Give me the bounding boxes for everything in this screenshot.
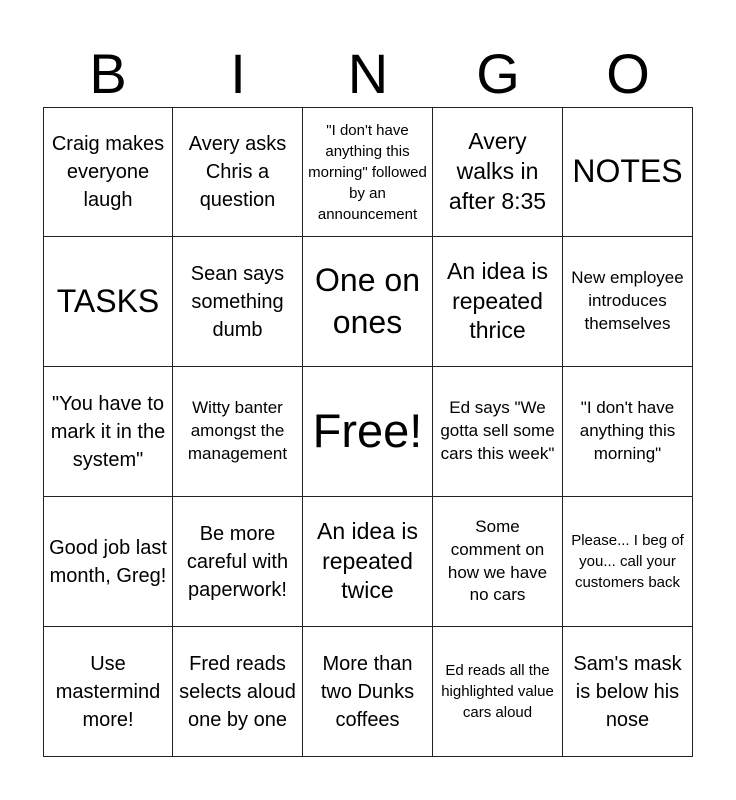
bingo-cell[interactable]: Avery asks Chris a question — [173, 107, 303, 237]
bingo-cell[interactable]: Avery walks in after 8:35 — [433, 107, 563, 237]
bingo-cell[interactable]: An idea is repeated twice — [303, 497, 433, 627]
bingo-cell[interactable]: Be more careful with paperwork! — [173, 497, 303, 627]
header-letter-i: I — [230, 42, 246, 105]
bingo-board — [43, 107, 693, 757]
bingo-cell[interactable]: "I don't have anything this morning" — [563, 367, 693, 497]
bingo-cell[interactable]: Use mastermind more! — [43, 627, 173, 757]
bingo-cell[interactable]: An idea is repeated thrice — [433, 237, 563, 367]
bingo-cell[interactable]: Some comment on how we have no cars — [433, 497, 563, 627]
bingo-cell[interactable]: New employee introduces themselves — [563, 237, 693, 367]
bingo-cell[interactable]: Sean says something dumb — [173, 237, 303, 367]
bingo-cell[interactable]: Ed says "We gotta sell some cars this week" — [433, 367, 563, 497]
bingo-cell[interactable]: Fred reads selects aloud one by one — [173, 627, 303, 757]
bingo-cell[interactable]: NOTES — [563, 107, 693, 237]
header-letter-b: B — [89, 42, 127, 105]
header-letter-g: G — [476, 42, 520, 105]
bingo-cell[interactable]: Please... I beg of you... call your customers back — [563, 497, 693, 627]
bingo-cell[interactable]: Good job last month, Greg! — [43, 497, 173, 627]
bingo-cell[interactable]: Witty banter amongst the management — [173, 367, 303, 497]
bingo-header — [43, 40, 693, 108]
bingo-cell[interactable]: "I don't have anything this morning" followed by an announcement — [303, 107, 433, 237]
bingo-cell[interactable]: Craig makes everyone laugh — [43, 107, 173, 237]
bingo-cell[interactable]: TASKS — [43, 237, 173, 367]
bingo-cell[interactable]: Sam's mask is below his nose — [563, 627, 693, 757]
bingo-cell[interactable]: Ed reads all the highlighted value cars aloud — [433, 627, 563, 757]
bingo-cell[interactable]: More than two Dunks coffees — [303, 627, 433, 757]
header-letter-o: O — [606, 42, 650, 105]
bingo-cell[interactable]: One on ones — [303, 237, 433, 367]
header-letter-n: N — [347, 42, 389, 105]
free-space-cell[interactable]: Free! — [303, 367, 433, 497]
bingo-cell[interactable]: "You have to mark it in the system" — [43, 367, 173, 497]
